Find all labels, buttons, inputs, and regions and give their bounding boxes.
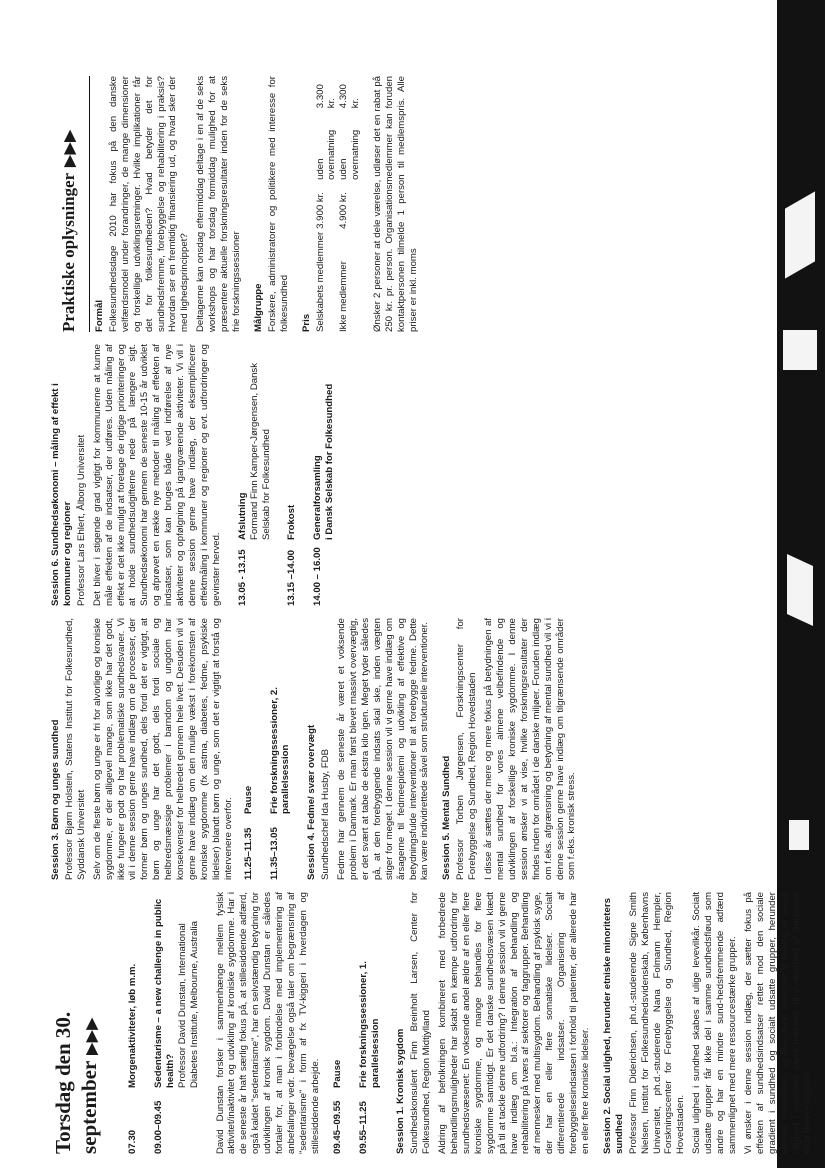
body-text: Vi ønsker i denne session indlæg, der sætter fokus på effekten af sundhedsindsatser rettet mod den sociale gradient i sundhed og socialt udsatte grupper, herunder etniske minoriteter, og diskuterer metoder til måling af social ulighed i sundhed samt metoder til evaluering af indsatser mod denne ulighed. xyxy=(742,892,814,1154)
session-speaker: Professor Finn Diderichsen, ph.d.-studerende Signe Smith Nielsen, Institut for Folkesundhedsvidenskab, Københavns Universitet, ph.d.-studerende Nana Folmann Hempler, Forskningscenter for Forebyggelse og Sundhed, Region Hovedstaden. xyxy=(627,892,687,1154)
column-3 xyxy=(40,344,350,606)
arrows-icon: ▶▶▶ xyxy=(62,129,78,167)
session-title: Session 3. Børn og unges sundhed xyxy=(50,719,61,880)
body-text: Det bliver i stigende grad vigtigt for kommunerne at kunne måle effekten af de indsatser, der udføres. Uden måling af effekt er det ikke muligt at foretage de rigtige prioriteringer og at holde sundhedsudgifterne nede på længere sigt. Sundhedsøkonomi har gennem de seneste 10-15 år udviklet og afprøvet en række nye metoder til måling af effekten af indsatser, som kan bruges både ved indførelse af nye aktiviteter og opfølgning på igangværende aktiviteter. Vi vil i denne session gerne have indlæg, der eksemplificerer effektmåling i kommuner og regioner og evt. udfordringer og gevinster herved. xyxy=(91,344,222,606)
body-text: Social ulighed i sundhed skabes af ulige levevilkår. Socialt udsatte grupper får ikke del i samme sundhedsfløud som andre og har en mindre sund-hedsfremmende adfærd sammenlignet med mere ressourcestærke grupper. xyxy=(691,892,738,1154)
price-row: Ikke medlemmer 4.900 kr. uden overnatning 4.300 kr. xyxy=(338,84,362,332)
program-row: 13.15 –14.00 Frokost xyxy=(286,504,298,606)
program-row: 09.00–09.45 Sedentarisme – a new challenge in public health? Professor David Dunstan, International Diabetes Institute, Melbourne, Australia xyxy=(152,898,200,1154)
body-text: Aldring af befolkningen kombineret med forbedrede behandlingsmuligheder har skabt en kæmpe udfordring for sundhedsvæsenet: En voksende andel ældre af en eller flere kroniske sygdomme, og mange behandles for flere sygdomme samtidigt. Er det danske sundhedsvæsen klædt på til at tackle denne udfordring? I denne session vil vi gerne have indlæg om bl.a.: Integration af behandling og rehabilitering på tværs af sektorer og faggrupper. Behandling af mennesker med multisygdom. Behandling af psykisk syge, der har en eller flere somatiske lidelser. Socialt differentierede indsatser. Organisering af forebyggelsesindsatsen i forhold til patienter, der allerede har en eller flere kroniske lidelser. xyxy=(437,892,591,1154)
session-speaker: Professor Bjørn Holstein, Statens Institut for Folkesundhed, Syddansk Universitet xyxy=(63,618,87,880)
body-text: David Dunstan forsker i sammenhænge mellem fysisk aktivitet/inaktivitet og udvikling af kroniske sygdomme. Har i de seneste år haft særlig fokus på, at stillesiddende adfærd, også kaldet "sedentarisme", har en selvstændig betydning for udviklingen af kronisk sygdom. David Dunstan er således fortaler for, at man i forbindelse med implementering af anbefalinger vedr. bevægelse også taler om begrænsning af "sedentarisme" i form af fx TV-kiggeri i hverdagen og stillesiddende arbejde. xyxy=(214,892,321,1154)
section-label: Formål xyxy=(94,300,105,332)
section-label: Målgruppe xyxy=(252,283,264,332)
body-text: Folkesundhedsdage 2010 har fokus på den danske velfærdsmodel under forandringer, de mange dimensioner og forskellige udviklingsretninger. Hvilke implikationer får det for folkesundheden? Hvad betyder det for sundhedsfremme, forebyggelse og rehabilitering i praksis? Hvordan ser en fremtidig finansiering ud, og hvad sker der med lighedsprincippet? xyxy=(107,76,191,332)
session-speaker: Professor Lars Ehlert, Ålborg Universitet xyxy=(75,434,87,606)
program-row: 13.05 - 13.15 Afslutning Formand Finn Kamper-Jørgensen, Dansk Selskab for Folkesundhed xyxy=(236,362,272,606)
arrows-icon: ▶▶▶ xyxy=(84,1017,100,1055)
body-text: I disse år sættes der mere og mere fokus på betydningen af mental sundhed for vores almene velbefindende og udviklingen af forskellige kroniske sygdomme. I denne session ønsker vi at vise, hvilke forskningsresultater der findes inden for området i de danske miljøer. Foruden indlæg om f.eks. afgrænsning og betydning af mental sundhed vil vi i denne session gerne have indlæg om tilgrænsende områder som f.eks. kronisk stress. xyxy=(483,618,578,880)
practical-heading: Praktiske oplysninger▶▶▶ xyxy=(59,129,78,332)
page-heading: Torsdag den 30. september▶▶▶ xyxy=(51,1011,101,1154)
program-row: 09.45–09.55 Pause xyxy=(331,1059,343,1154)
body-text: Ønsker 2 personer at dele værelse, udløser det en rabat på 250 kr. pr. person. Organisationsmedlemmer kan foruden kontaktpersonen tilmelde 1 person til medlemspris. Alle priser er inkl. moms xyxy=(372,76,419,332)
program-row: 11.25–11.35 Pause xyxy=(242,785,254,880)
session-title: Session 1. Kronisk sygdom xyxy=(395,1028,407,1154)
session-title: Session 2. Social ulighed, herunder etniske minoriteters sundhed xyxy=(601,898,625,1154)
column-4 xyxy=(40,76,424,332)
column-2 xyxy=(40,618,582,880)
session-title: Session 6. Sundhedsøkonomi – måling af effekt i kommuner og regioner xyxy=(50,383,73,606)
session-title: Session 4. Fedme/ svær overvægt xyxy=(306,724,318,880)
section-label: Pris xyxy=(300,313,312,332)
program-row: 14.00 – 16.00 Generalforsamling i Dansk Selskab for Folkesundhed xyxy=(312,383,336,606)
session-title: Session 5. Mental Sundhed xyxy=(441,755,453,880)
divider xyxy=(89,76,90,332)
session-speaker: Professor Torben Jørgensen, Forskningscenter for Forebyggelse og Sundhed, Region Hovedstaden xyxy=(455,618,479,880)
price-row: Selskabets medlemmer 3.900 kr. uden overnatning 3.300 kr. xyxy=(314,84,338,332)
body-text: Forskere, administratorer og politikere med interesse for folkesundhed xyxy=(266,76,290,332)
session-speaker: Sundhedskonsulent Finn Breinholt Larsen, Center for Folkesundhed, Region Midtjylland xyxy=(409,892,433,1154)
session-speaker: Sundhedschef Ida Husby, FDB xyxy=(320,748,332,880)
program-row: 11.35–13.05 Frie forskningssessioner, 2. parallelsession xyxy=(268,687,292,880)
column-1 xyxy=(40,892,818,1154)
body-text: Fedme har gennem de seneste år været et voksende problem i Danmark. Er man først blevet massivt overvægtig, er det svært at tabe de ekstra kilo igen. Meget tyder således på, at den forebyggende indsats skal ske, inden vægten stiger for meget. I denne session vil vi gerne have indlæg om årsagerne til fedmeepidemi og udvikling af effektive og betydningsfulde interventioner til at forebygge fedme. Dette kan være individrettede såvel som strukturelle interventioner. xyxy=(336,618,431,880)
program-row: 09.55–11.25 Frie forskningssessioner, 1. parallelsession xyxy=(357,961,381,1154)
body-text: Selv om de fleste børn og unge er fri for alvorlige og kroniske sygdomme, er der alligevel mange, som ikke har det godt, ikke fungerer godt og har problematiske sundhedsvaner. Vi vil i denne session gerne have indlæg om de processer, der former børn og unges sundhed, dels fordi det er vigtigt, at børn og unge har det godt, dels fordi sociale og helbredsmæssige problemer i barndom og ungdom har konsekvenser for helbredet gennem hele livet. Desuden vil vi gerne have indlæg om den mulige vækst i forekomsten af kroniske sygdomme (fx astma, diabetes, fedme, psykiske lidelser) blandt børn og unge, som det er vigtigt at forstå og intervenere overfor. xyxy=(91,618,234,880)
program-row: 07.30 Morgenaktiviteter, løb m.m. xyxy=(127,963,138,1154)
body-text: Deltagerne kan onsdag eftermiddag deltage i en af de seks workshops og har torsdag formiddag mulighed for at præsentere aktuelle forskningsresultater inden for de seks frie forskningssessioner xyxy=(195,76,242,332)
